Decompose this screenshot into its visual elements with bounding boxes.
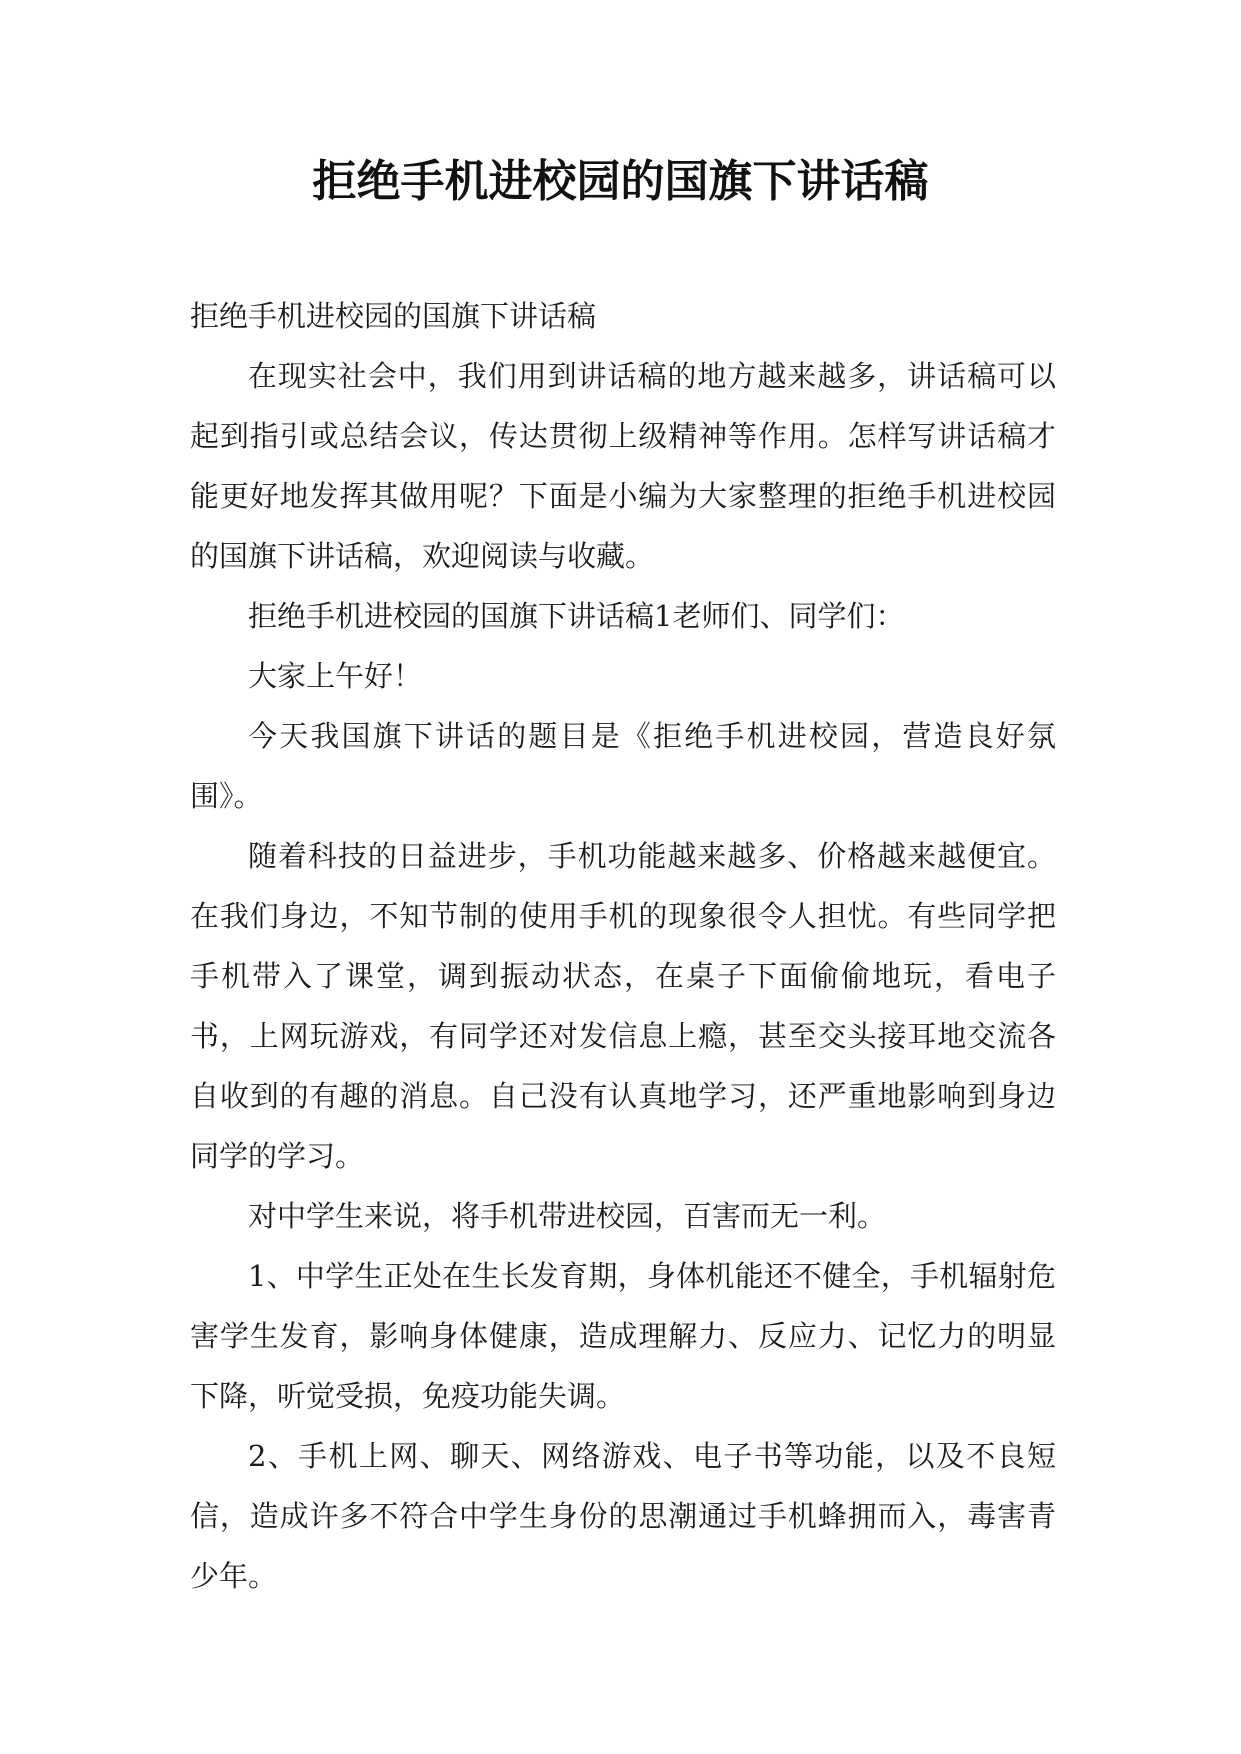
document-title: 拒绝手机进校园的国旗下讲话稿 xyxy=(312,156,929,207)
paragraph-point-1: 1、中学生正处在生长发育期，身体机能还不健全，手机辐射危害学生发育，影响身体健康，造成理解力、反应力、记忆力的明显下降，听觉受损，免疫功能失调。 xyxy=(190,1259,1056,1413)
paragraph-subtitle: 拒绝手机进校园的国旗下讲话稿 xyxy=(190,299,597,333)
paragraph-topic: 今天我国旗下讲话的题目是《拒绝手机进校园，营造良好氛围》。 xyxy=(190,719,1056,813)
paragraph-point-2: 2、手机上网、聊天、网络游戏、电子书等功能，以及不良短信，造成许多不符合中学生身份的思潮通过手机蜂拥而入，毒害青少年。 xyxy=(190,1439,1056,1593)
paragraph-intro: 在现实社会中，我们用到讲话稿的地方越来越多，讲话稿可以起到指引或总结会议，传达贯彻上级精神等作用。怎样写讲话稿才能更好地发挥其做用呢？下面是小编为大家整理的拒绝手机进校园的国旗下讲话稿，欢迎阅读与收藏。 xyxy=(190,359,1056,573)
paragraph-speech-heading: 拒绝手机进校园的国旗下讲话稿1老师们、同学们： xyxy=(248,599,905,633)
paragraph-thesis: 对中学生来说，将手机带进校园，百害而无一利。 xyxy=(248,1199,887,1233)
paragraph-phenomenon: 随着科技的日益进步，手机功能越来越多、价格越来越便宜。 在我们身边，不知节制的使用手机的现象很令人担忧。有些同学把手机带入了课堂，调到振动状态，在桌子下面偷偷地玩，看电子书，上网玩游戏，有同学还对发信息上瘾，甚至交头接耳地交流各自收到的有趣的消息。自己没有认真地学习，还严重地影响到身边同学的学习。 xyxy=(190,839,1056,1173)
document-body xyxy=(190,286,1056,1606)
paragraph-greeting: 大家上午好！ xyxy=(248,659,423,693)
